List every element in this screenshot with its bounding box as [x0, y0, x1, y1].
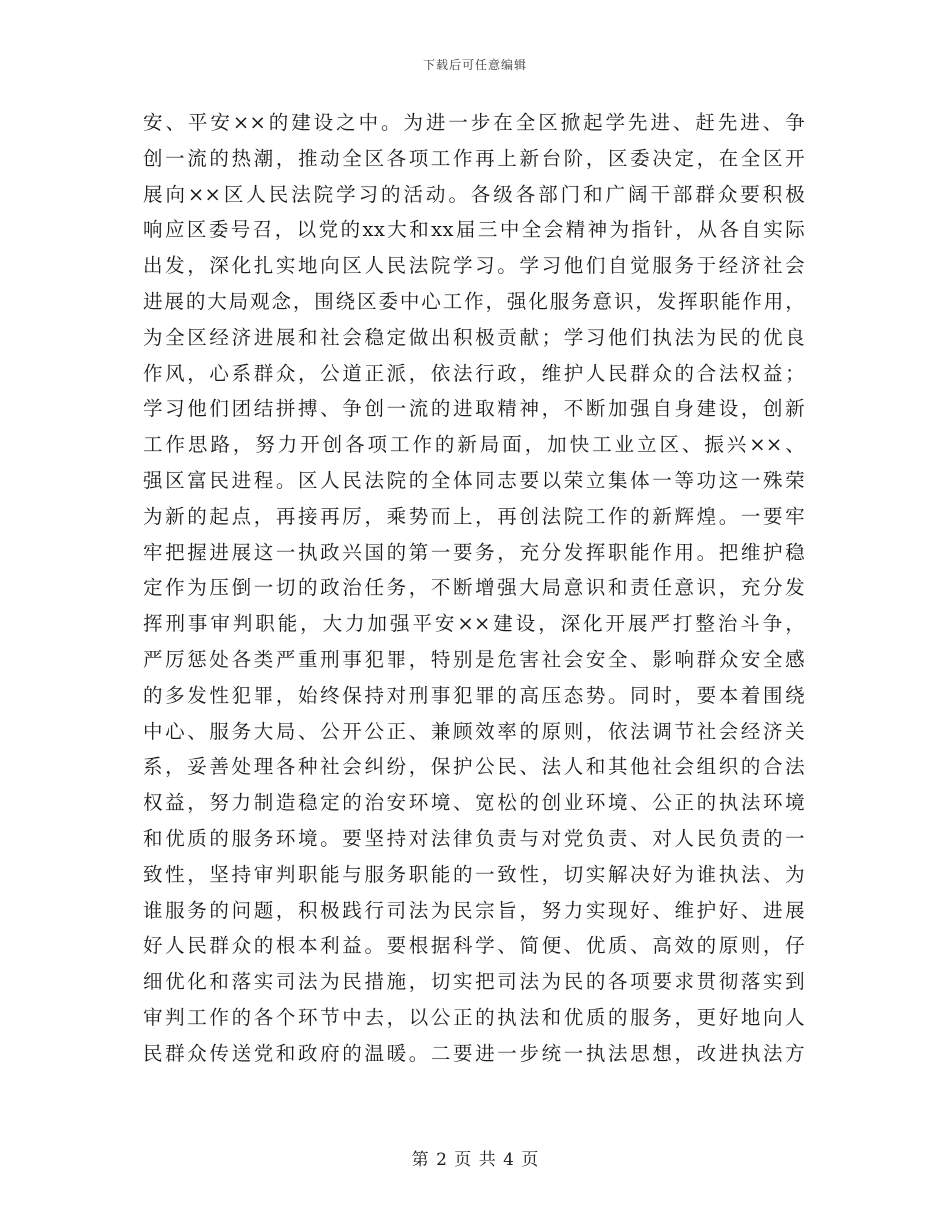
body-line: 细优化和落实司法为民措施，切实把司法为民的各项要求贯彻落实到: [143, 970, 805, 994]
body-line: 的多发性犯罪，始终保持对刑事犯罪的高压态势。同时，要本着围绕: [143, 683, 805, 707]
body-line: 为全区经济进展和社会稳定做出积极贡献；学习他们执法为民的优良: [143, 325, 805, 349]
body-line: 出发，深化扎实地向区人民法院学习。学习他们自觉服务于经济社会: [143, 254, 805, 278]
body-line: 作风，心系群众，公道正派，依法行政，维护人民群众的合法权益；: [143, 361, 805, 385]
body-line: 审判工作的各个环节中去，以公正的执法和优质的服务，更好地向人: [143, 1005, 805, 1029]
page-header: 下载后可任意编辑: [422, 58, 527, 72]
body-line: 系，妥善处理各种社会纠纷，保护公民、法人和其他社会组织的合法: [143, 755, 805, 779]
body-line: 和优质的服务环境。要坚持对法律负责与对党负责、对人民负责的一: [143, 826, 805, 850]
body-line: 展向××区人民法院学习的活动。各级各部门和广阔干部群众要积极: [143, 182, 805, 206]
document-body: [143, 105, 805, 1072]
body-line: 安、平安××的建设之中。为进一步在全区掀起学先进、赶先进、争: [143, 111, 805, 134]
body-line: 中心、服务大局、公开公正、兼顾效率的原则，依法调节社会经济关: [143, 719, 805, 743]
body-line: 权益，努力制造稳定的治安环境、宽松的创业环境、公正的执法环境: [143, 791, 805, 815]
body-line: 创一流的热潮，推动全区各项工作再上新台阶，区委决定，在全区开: [143, 146, 805, 170]
body-line: 定作为压倒一切的政治任务，不断增强大局意识和责任意识，充分发: [143, 576, 805, 600]
body-line: 牢把握进展这一执政兴国的第一要务，充分发挥职能作用。把维护稳: [143, 540, 805, 564]
body-line: 好人民群众的根本利益。要根据科学、简便、优质、高效的原则，仔: [143, 934, 805, 958]
body-line: 严厉惩处各类严重刑事犯罪，特别是危害社会安全、影响群众安全感: [143, 647, 805, 671]
body-line: 谁服务的问题，积极践行司法为民宗旨，努力实现好、维护好、进展: [143, 898, 805, 922]
page-number: 第 2 页 共 4 页: [411, 1150, 539, 1170]
body-line: 为新的起点，再接再厉，乘势而上，再创法院工作的新辉煌。一要牢: [143, 504, 805, 528]
body-line: 工作思路，努力开创各项工作的新局面，加快工业立区、振兴××、: [143, 433, 805, 457]
body-line: 响应区委号召，以党的xx大和xx届三中全会精神为指针，从各自实际: [143, 218, 805, 242]
body-line: 进展的大局观念，围绕区委中心工作，强化服务意识，发挥职能作用，: [143, 289, 805, 313]
body-line: 民群众传送党和政府的温暖。二要进一步统一执法思想，改进执法方: [143, 1041, 805, 1065]
body-line: 学习他们团结拼搏、争创一流的进取精神，不断加强自身建设，创新: [143, 397, 805, 421]
body-line: 强区富民进程。区人民法院的全体同志要以荣立集体一等功这一殊荣: [143, 468, 805, 492]
body-line: 致性，坚持审判职能与服务职能的一致性，切实解决好为谁执法、为: [143, 862, 805, 886]
body-line: 挥刑事审判职能，大力加强平安××建设，深化开展严打整治斗争，: [143, 612, 805, 636]
